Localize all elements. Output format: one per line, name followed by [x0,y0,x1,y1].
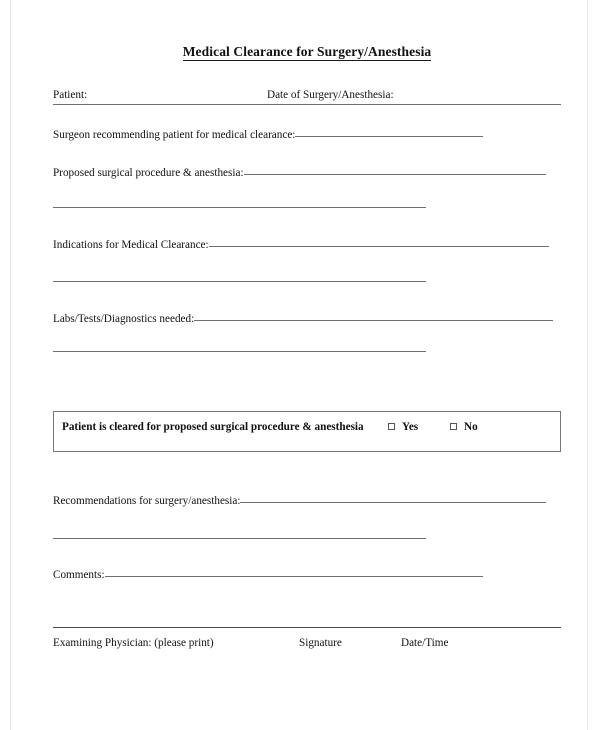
form-page [10,0,588,730]
page-title [53,44,561,60]
labs-input-line-2[interactable] [53,351,426,352]
header-underline[interactable] [53,104,561,105]
checkbox-yes[interactable] [388,423,395,430]
labs-label: Labs/Tests/Diagnostics needed: [53,313,195,325]
comments-input-line[interactable] [105,566,483,577]
labs-field [53,310,553,326]
clearance-option-yes[interactable] [388,421,418,433]
clearance-option-no[interactable] [450,421,478,433]
clearance-statement: Patient is cleared for proposed surgical procedure & anesthesia [62,421,364,433]
date-of-surgery-label: Date of Surgery/Anesthesia: [267,89,394,101]
recommendations-label: Recommendations for surgery/anesthesia: [53,495,241,507]
recommendations-input-line-2[interactable] [53,538,426,539]
recommendations-input-line[interactable] [240,492,546,503]
indications-input-line-2[interactable] [53,281,426,282]
procedure-label: Proposed surgical procedure & anesthesia: [53,167,244,179]
procedure-input-line-2[interactable] [53,207,426,208]
patient-label: Patient: [53,89,88,101]
clearance-box [53,411,561,452]
clearance-option-no-label: No [464,421,478,433]
procedure-input-line[interactable] [244,164,546,175]
form-content [53,0,561,730]
checkbox-no[interactable] [450,423,457,430]
procedure-field [53,164,546,180]
comments-field [53,566,483,582]
date-of-surgery-field-label [267,88,394,102]
examining-physician-label: Examining Physician: (please print) [53,637,214,649]
labs-input-line[interactable] [194,310,553,321]
patient-field-label [53,88,87,102]
indications-label: Indications for Medical Clearance: [53,239,209,251]
surgeon-field [53,126,483,142]
surgeon-input-line[interactable] [295,126,483,137]
signature-label: Signature [299,637,342,649]
indications-input-line[interactable] [209,236,549,247]
recommendations-field [53,492,546,508]
indications-field [53,236,549,252]
page-title-text: Medical Clearance for Surgery/Anesthesia [182,44,432,59]
clearance-option-yes-label: Yes [402,421,419,433]
comments-label: Comments: [53,569,105,581]
datetime-label: Date/Time [401,637,449,649]
surgeon-label: Surgeon recommending patient for medical clearance: [53,129,296,141]
signature-rule[interactable] [53,627,561,628]
